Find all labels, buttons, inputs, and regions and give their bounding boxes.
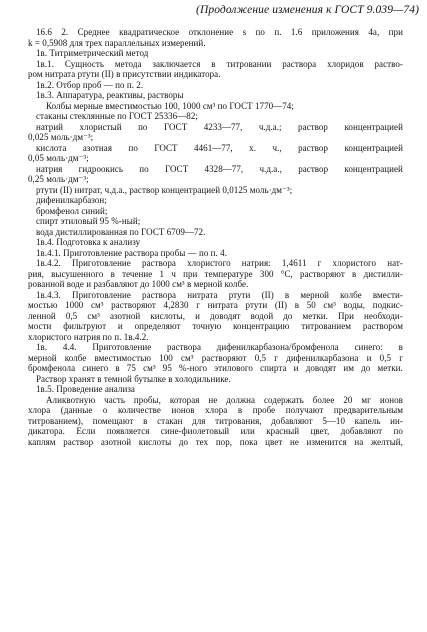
word: течение bbox=[122, 268, 153, 279]
word: раствор bbox=[298, 163, 329, 174]
line-text: вода дистиллированная по ГОСТ 6709—72. bbox=[36, 226, 206, 237]
word: ч.д.а., bbox=[259, 163, 282, 174]
word: см³ bbox=[181, 352, 194, 363]
word: 300 bbox=[259, 268, 274, 279]
text-line bbox=[28, 143, 403, 154]
text-line bbox=[28, 353, 403, 364]
word: раствора bbox=[141, 258, 176, 268]
word: капель bbox=[354, 415, 381, 426]
word: бромфенола bbox=[28, 363, 76, 373]
line-text: Раствор хранят в темной бутылке в холодильнике. bbox=[36, 373, 231, 384]
word: раствор bbox=[63, 436, 94, 447]
word: до bbox=[178, 436, 189, 447]
word: 2. bbox=[61, 27, 69, 37]
word: Приготовление bbox=[92, 342, 152, 352]
text-line bbox=[28, 153, 403, 164]
word: должна bbox=[226, 394, 256, 405]
word: см³ bbox=[143, 363, 156, 373]
word: колбе bbox=[340, 289, 362, 300]
text-line bbox=[28, 111, 403, 122]
word: 20 bbox=[343, 394, 353, 405]
word: титрования, bbox=[215, 415, 262, 426]
word: заключается bbox=[152, 58, 201, 69]
word: в bbox=[110, 268, 115, 279]
text-line bbox=[28, 38, 403, 49]
word: Если bbox=[76, 426, 96, 436]
word: этилового bbox=[214, 363, 253, 373]
line-text: стаканы стеклянные по ГОСТ 25336—82; bbox=[36, 111, 198, 121]
word: водой bbox=[250, 310, 274, 321]
word: количестве bbox=[117, 405, 161, 415]
word: в bbox=[237, 405, 243, 415]
word: концентрацию bbox=[233, 321, 290, 331]
word: кислоты bbox=[138, 436, 172, 447]
text-line bbox=[28, 279, 403, 290]
word: спирта bbox=[260, 363, 287, 373]
document-body bbox=[28, 27, 403, 447]
word: синего: bbox=[354, 342, 383, 352]
word: вмести- bbox=[372, 289, 403, 300]
word: в bbox=[352, 268, 357, 279]
word: гидроокись bbox=[78, 163, 124, 174]
line-text: 1в.5. Проведение анализа bbox=[36, 384, 135, 394]
text-line bbox=[28, 258, 403, 269]
word: хлористого bbox=[332, 258, 377, 268]
word: °С, bbox=[280, 268, 293, 279]
word: мостью bbox=[28, 300, 58, 310]
word: 1в. bbox=[36, 342, 48, 352]
word: кислота bbox=[36, 142, 67, 153]
word: %-ного bbox=[179, 363, 208, 373]
word: вместимостью bbox=[94, 352, 151, 363]
word: хлористый bbox=[79, 121, 122, 132]
word: 4а, bbox=[368, 27, 380, 37]
word: ленной bbox=[28, 310, 56, 321]
word: цвет bbox=[265, 436, 283, 447]
word: цвет, bbox=[310, 426, 330, 436]
line-text: k = 0,5908 для трех параллельных измерений. bbox=[28, 37, 206, 48]
word: см³ bbox=[323, 300, 336, 310]
word: пробы, bbox=[133, 394, 161, 405]
word: (II) bbox=[274, 300, 288, 310]
word: Приготовление bbox=[71, 258, 131, 268]
line-text: 1в.4.1. Приготовление раствора пробы — по п. 4. bbox=[36, 247, 228, 258]
text-line bbox=[28, 164, 403, 175]
word: титрованием bbox=[301, 321, 352, 331]
word: кислоты, bbox=[150, 310, 185, 321]
word: по bbox=[255, 27, 265, 37]
text-line bbox=[28, 69, 403, 80]
word: хлора bbox=[205, 405, 228, 415]
text-line bbox=[28, 416, 403, 427]
word: г bbox=[399, 352, 403, 363]
text-line bbox=[28, 101, 403, 112]
word: в bbox=[143, 415, 148, 426]
word: 1 bbox=[159, 268, 165, 279]
word: пока bbox=[239, 436, 258, 447]
word: ионов bbox=[171, 405, 195, 415]
word: метки. bbox=[377, 363, 403, 373]
text-line bbox=[28, 332, 403, 343]
word: нитрата bbox=[187, 289, 218, 300]
word: при bbox=[183, 268, 198, 279]
word: 4.4. bbox=[62, 342, 77, 352]
text-line bbox=[28, 300, 403, 311]
word: растворяют bbox=[111, 300, 156, 310]
word: 0,5 bbox=[65, 310, 78, 321]
word: ртути bbox=[228, 289, 251, 300]
word: 1,4611 bbox=[281, 258, 307, 268]
word: синего bbox=[82, 363, 109, 373]
word: высушенного bbox=[51, 268, 104, 279]
word: до bbox=[283, 310, 293, 321]
word: см³ bbox=[87, 310, 100, 321]
text-line bbox=[28, 363, 403, 374]
line-text: ртути (II) нитрат, ч.д.а., раствор концентрацией 0,0125 моль·дм⁻³; bbox=[36, 184, 293, 195]
word: 4461—77, bbox=[194, 142, 233, 153]
word: сине-фиолетовый bbox=[160, 426, 230, 436]
text-line bbox=[28, 426, 403, 437]
word: ГОСТ bbox=[164, 163, 189, 174]
text-line bbox=[28, 132, 403, 143]
word: Аликвотную bbox=[46, 394, 96, 405]
word: в bbox=[115, 363, 120, 373]
word: раствор bbox=[298, 142, 329, 153]
word: им bbox=[343, 363, 354, 373]
word: более bbox=[312, 394, 335, 405]
text-line bbox=[28, 321, 403, 332]
text-line bbox=[28, 405, 403, 416]
text-line bbox=[28, 269, 403, 280]
text-line bbox=[28, 227, 403, 238]
word: получают bbox=[285, 405, 324, 415]
word: концентрацией bbox=[344, 142, 403, 153]
word: которая bbox=[169, 394, 200, 405]
word: ГОСТ bbox=[163, 121, 188, 132]
word: азотной bbox=[100, 436, 132, 447]
text-line bbox=[28, 59, 403, 70]
word: в bbox=[284, 289, 290, 300]
word: по bbox=[138, 121, 148, 132]
word: о bbox=[102, 405, 108, 415]
word: хлористого bbox=[187, 258, 231, 268]
word: (II) bbox=[261, 289, 274, 300]
text-line bbox=[28, 122, 403, 133]
word: не bbox=[289, 436, 299, 447]
text-line bbox=[28, 90, 403, 101]
word: 1000 bbox=[65, 300, 84, 310]
word: до bbox=[361, 363, 371, 373]
word: Приготовление bbox=[72, 289, 131, 300]
word: 95 bbox=[162, 363, 172, 373]
word: 1в.1. bbox=[36, 58, 54, 69]
word: растворяют bbox=[201, 352, 247, 363]
word: п. bbox=[274, 27, 282, 37]
line-text: 0,25 моль·дм⁻³; bbox=[28, 174, 89, 184]
word: концентрацией bbox=[344, 163, 403, 174]
word: см³ bbox=[90, 300, 104, 310]
word: раствора bbox=[142, 289, 177, 300]
word: натрия bbox=[36, 163, 63, 174]
word: растворяют bbox=[300, 268, 345, 279]
line-text: рованной воде и разбавляют до 1000 см³ в мерной колбе. bbox=[28, 279, 249, 289]
text-line bbox=[28, 195, 403, 206]
word: s bbox=[242, 27, 247, 37]
word: дистилли- bbox=[363, 268, 403, 279]
word: на bbox=[354, 436, 364, 447]
word: хлора bbox=[28, 405, 51, 415]
line-text: 1в.2. Отбор проб — по п. 2. bbox=[36, 79, 144, 90]
word: колбе bbox=[64, 352, 87, 363]
word: ртути bbox=[245, 300, 268, 310]
text-line bbox=[28, 374, 403, 385]
word: дикатора. bbox=[28, 426, 65, 436]
text-line bbox=[28, 80, 403, 91]
word: раствора bbox=[166, 342, 201, 352]
word: (данные bbox=[60, 405, 93, 415]
word: необходи- bbox=[364, 310, 403, 321]
word: не bbox=[208, 394, 218, 405]
word: титрованием), bbox=[28, 415, 84, 426]
word: г bbox=[274, 352, 279, 363]
page-header: (Продолжение изменения к ГОСТ 9.039—74) bbox=[196, 4, 419, 16]
word: г bbox=[196, 300, 200, 310]
word: г bbox=[317, 258, 322, 268]
text-line bbox=[28, 342, 403, 353]
text-line bbox=[28, 237, 403, 248]
word: ионов bbox=[379, 394, 403, 405]
word: ч., bbox=[272, 142, 282, 153]
word: хлоридов bbox=[327, 58, 364, 69]
word: натрия: bbox=[241, 258, 271, 268]
line-text: бромфенол синий; bbox=[36, 205, 108, 216]
text-line bbox=[28, 437, 403, 448]
word: точную bbox=[192, 321, 222, 331]
word: раство- bbox=[374, 58, 403, 69]
word: 0,5 bbox=[379, 352, 392, 363]
word: нат- bbox=[387, 258, 403, 268]
word: мерной bbox=[300, 289, 330, 300]
word: 100 bbox=[159, 352, 173, 363]
word: часть bbox=[104, 394, 125, 405]
text-line bbox=[28, 185, 403, 196]
word: метки. bbox=[302, 310, 328, 321]
word: доводят bbox=[305, 363, 337, 373]
line-text: 0,025 моль·дм⁻³; bbox=[28, 132, 94, 142]
word: и bbox=[293, 363, 299, 373]
word: мости bbox=[28, 321, 52, 331]
word: тех bbox=[195, 436, 209, 447]
word: раствором bbox=[362, 321, 403, 331]
word: мерной bbox=[28, 352, 57, 363]
line-text: 1в.3. Аппаратура, реактивы, растворы bbox=[36, 90, 184, 100]
word: квадратическое bbox=[119, 27, 180, 37]
line-text: 0,05 моль·дм⁻³; bbox=[28, 153, 89, 163]
word: воды, bbox=[343, 300, 366, 310]
word: и bbox=[117, 321, 123, 331]
word: 1в.4.2. bbox=[36, 258, 61, 268]
word: фильтруют bbox=[63, 321, 107, 331]
text-line bbox=[28, 174, 403, 185]
word: изменится bbox=[306, 436, 347, 447]
word: для bbox=[192, 415, 206, 426]
word: пор, bbox=[215, 436, 233, 447]
line-text: дифенилкарбазон; bbox=[36, 195, 107, 205]
word: 16.6 bbox=[36, 27, 52, 37]
word: стакан bbox=[157, 415, 183, 426]
word: в bbox=[398, 342, 403, 352]
word: помещают bbox=[92, 415, 134, 426]
line-text: Колбы мерные вместимостью 100, 1000 см³ по ГОСТ 1770—74; bbox=[46, 100, 294, 111]
text-line bbox=[28, 206, 403, 217]
word: 1.6 bbox=[290, 27, 303, 37]
word: Сущность bbox=[64, 58, 105, 69]
text-line bbox=[28, 395, 403, 406]
word: х. bbox=[249, 142, 256, 153]
word: дифенилкарбазона bbox=[286, 352, 359, 363]
word: и bbox=[366, 352, 372, 363]
word: 4,2830 bbox=[163, 300, 189, 310]
word: 0,5 bbox=[254, 352, 267, 363]
text-line bbox=[28, 248, 403, 259]
text-line bbox=[28, 384, 403, 395]
word: метода bbox=[114, 58, 142, 69]
word: добавляют bbox=[340, 426, 383, 436]
word: температуре bbox=[204, 268, 253, 279]
word: в bbox=[211, 58, 216, 69]
word: определяют bbox=[134, 321, 181, 331]
word: отклонение bbox=[188, 27, 234, 37]
word: красный bbox=[266, 426, 300, 436]
word: желтый, bbox=[370, 436, 403, 447]
word: 75 bbox=[126, 363, 136, 373]
word: появляется bbox=[106, 426, 150, 436]
line-text: спирт этиловый 95 %-ный; bbox=[36, 216, 141, 226]
word: и bbox=[195, 310, 200, 321]
word: приложения bbox=[311, 27, 359, 37]
word: ГОСТ bbox=[154, 142, 178, 153]
word: по bbox=[139, 163, 149, 174]
word: по bbox=[128, 142, 138, 153]
text-line bbox=[28, 48, 403, 59]
word: каплям bbox=[28, 436, 56, 447]
word: пробе bbox=[252, 405, 276, 415]
word: 4233—77, bbox=[203, 121, 243, 132]
line-text: хлористого натрия по п. 1в.4.2. bbox=[28, 331, 149, 342]
line-text: 1в. Титриметрический метод bbox=[36, 48, 149, 58]
line-text: 1в.4. Подготовка к анализу bbox=[36, 237, 141, 247]
word: 4328—77, bbox=[204, 163, 244, 174]
word: натрий bbox=[36, 121, 64, 132]
word: концентрацией bbox=[344, 121, 403, 132]
word: 5—10 bbox=[322, 415, 346, 426]
word: титровании bbox=[226, 58, 272, 69]
word: Среднее bbox=[77, 27, 110, 37]
text-line bbox=[28, 216, 403, 227]
word: ч.д.а.; bbox=[258, 121, 282, 132]
word: предварительным bbox=[333, 405, 403, 415]
word: 1в.4.3. bbox=[36, 289, 61, 300]
word: азотная bbox=[82, 142, 113, 153]
word: нитрата bbox=[207, 300, 238, 310]
word: содержать bbox=[263, 394, 304, 405]
text-line bbox=[28, 27, 403, 38]
word: При bbox=[338, 310, 354, 321]
word: по bbox=[393, 426, 403, 436]
word: мг bbox=[361, 394, 371, 405]
line-text: ром нитрата ртути (II) в присутствии индикатора. bbox=[28, 69, 221, 79]
word: при bbox=[388, 27, 403, 37]
word: ч bbox=[171, 268, 176, 279]
word: азотной bbox=[109, 310, 141, 321]
text-line bbox=[28, 290, 403, 301]
word: подкис- bbox=[372, 300, 403, 310]
word: добавляют bbox=[271, 415, 313, 426]
text-line bbox=[28, 311, 403, 322]
word: доводят bbox=[210, 310, 241, 321]
word: ин- bbox=[390, 415, 403, 426]
word: дифенилкарбазона/бромфенола bbox=[216, 342, 339, 352]
word: или bbox=[240, 426, 255, 436]
word: рия, bbox=[28, 268, 44, 279]
word: 50 bbox=[306, 300, 316, 310]
word: раствора bbox=[282, 58, 317, 69]
word: в bbox=[294, 300, 300, 310]
word: раствор bbox=[298, 121, 328, 132]
